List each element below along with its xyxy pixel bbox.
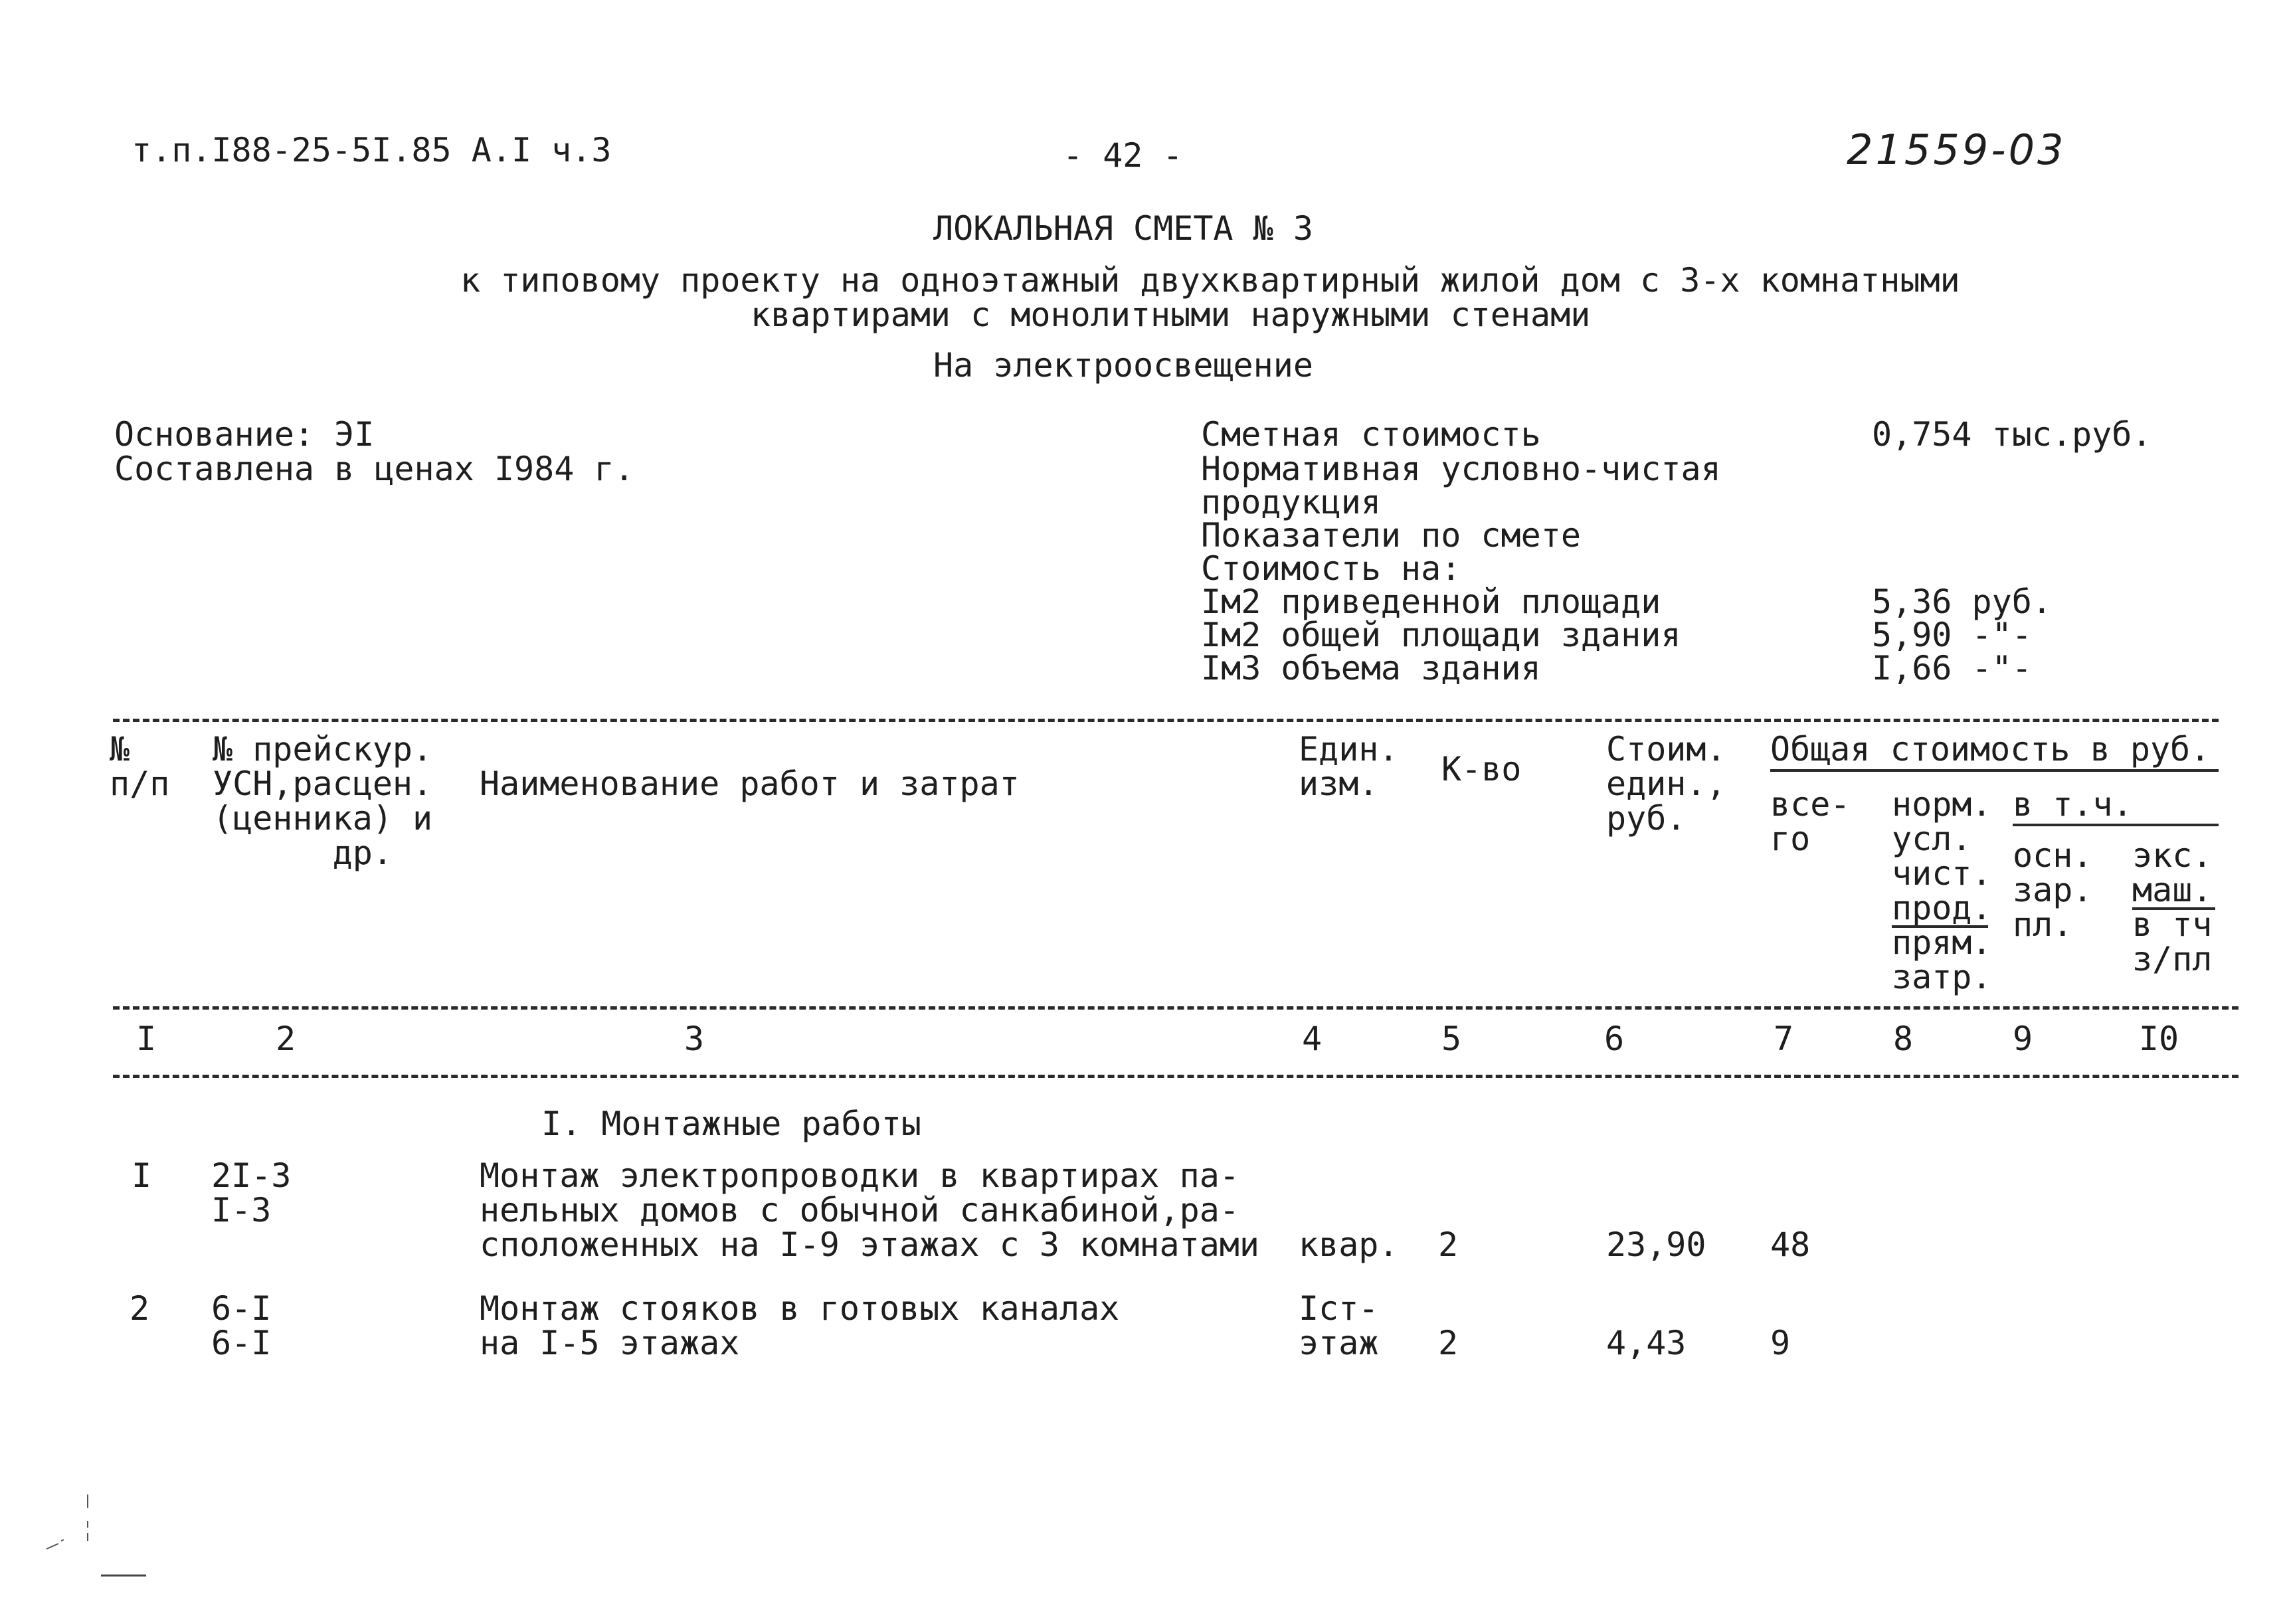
document-reference: т.п.I88-25-5I.85 А.I ч.3 bbox=[132, 131, 612, 169]
header-machine-operation: экс. маш. в тч з/пл bbox=[2132, 836, 2213, 978]
header-net-product: норм. усл. чист. прод. прям. затр. bbox=[1892, 785, 1992, 996]
estimated-cost-label: Сметная стоимость bbox=[1201, 415, 1541, 454]
column-number: 6 bbox=[1603, 1020, 1625, 1058]
indicator-label: Iм2 приведенной площади bbox=[1201, 583, 1661, 621]
subgroup-underline bbox=[2013, 824, 2219, 826]
estimate-purpose: На электроосвещение bbox=[933, 346, 1313, 385]
estimate-title: ЛОКАЛЬНАЯ СМЕТА № 3 bbox=[933, 209, 1313, 248]
row-number: I bbox=[132, 1156, 152, 1195]
header-price-code: № прейскур. УСН,расцен. (ценника) и др. bbox=[213, 730, 433, 872]
row-unit-cost: 23,90 bbox=[1606, 1225, 1706, 1264]
header-row-number: № п/п bbox=[110, 730, 170, 803]
basis-line: Основание: ЭI bbox=[114, 415, 375, 454]
header-base-wages: осн. зар. пл. bbox=[2013, 836, 2093, 944]
column-number: I bbox=[136, 1020, 157, 1058]
indicator-label: Iм3 объема здания bbox=[1201, 649, 1541, 687]
indicator-value: I,66 -"- bbox=[1872, 649, 2032, 687]
header-subgroup: в т.ч. bbox=[2013, 785, 2133, 824]
column-number: 8 bbox=[1892, 1020, 1914, 1058]
column-number: 9 bbox=[2012, 1020, 2033, 1058]
header-quantity: К-во bbox=[1441, 750, 1522, 788]
section-title: I. Монтажные работы bbox=[541, 1105, 921, 1143]
row-total: 48 bbox=[1770, 1225, 1811, 1264]
handwritten-code: 21559-03 bbox=[1847, 126, 2066, 174]
page-number: - 42 - bbox=[1063, 136, 1183, 175]
group-underline bbox=[1770, 769, 2219, 772]
column-number: I0 bbox=[2138, 1020, 2179, 1058]
net-product-underline bbox=[1892, 925, 1988, 928]
header-work-name: Наименование работ и затрат bbox=[480, 765, 1020, 803]
cost-per-label: Стоимость на: bbox=[1201, 549, 1461, 588]
header-total-cost-group: Общая стоимость в руб. bbox=[1770, 730, 2211, 768]
row-quantity: 2 bbox=[1438, 1225, 1459, 1264]
row-number: 2 bbox=[130, 1289, 150, 1328]
indicator-value: 5,36 руб. bbox=[1872, 583, 2052, 621]
column-number: 2 bbox=[275, 1020, 296, 1058]
header-total: все- го bbox=[1770, 785, 1851, 858]
indicators-label: Показатели по смете bbox=[1201, 516, 1581, 555]
project-subtitle-line2: квартирами с монолитными наружными стенами bbox=[751, 296, 1591, 334]
row-price-code: 2I-3 I-3 bbox=[211, 1156, 292, 1229]
header-unit: Един. изм. bbox=[1299, 730, 1399, 803]
row-work-name: Монтаж стояков в готовых каналах на I-5 этажах bbox=[480, 1289, 1120, 1362]
net-product-label: Нормативная условно-чистая bbox=[1201, 450, 1721, 488]
indicator-label: Iм2 общей площади здания bbox=[1201, 616, 1681, 654]
table-top-rule bbox=[113, 719, 2219, 722]
indicator-value: 5,90 -"- bbox=[1872, 616, 2032, 654]
header-unit-cost: Стоим. един., руб. bbox=[1606, 730, 1726, 838]
net-product-label-cont: продукция bbox=[1201, 483, 1381, 521]
scan-binding-marks bbox=[40, 1488, 159, 1587]
row-work-name: Монтаж электропроводки в квартирах па- нельных домов с обычной санкабиной,ра- сположенных на I-9 этажах с 3 комнатами bbox=[480, 1156, 1259, 1264]
row-quantity: 2 bbox=[1438, 1324, 1459, 1362]
row-price-code: 6-I 6-I bbox=[211, 1289, 272, 1362]
column-number: 5 bbox=[1441, 1020, 1462, 1058]
header-bottom-rule bbox=[113, 1006, 2239, 1010]
prices-line: Составлена в ценах I984 г. bbox=[114, 450, 634, 488]
column-number: 3 bbox=[684, 1020, 705, 1058]
column-numbers-rule bbox=[113, 1075, 2239, 1078]
row-unit: Iст- этаж bbox=[1299, 1289, 1379, 1362]
column-number: 4 bbox=[1301, 1020, 1323, 1058]
row-unit: квар. bbox=[1299, 1225, 1399, 1264]
row-unit-cost: 4,43 bbox=[1606, 1324, 1687, 1362]
machine-underline bbox=[2132, 907, 2215, 910]
estimated-cost-value: 0,754 тыс.руб. bbox=[1872, 415, 2152, 454]
column-number: 7 bbox=[1773, 1020, 1794, 1058]
project-subtitle-line1: к типовому проекту на одноэтажный двухквартирный жилой дом с 3-х комнатными bbox=[460, 261, 1960, 300]
row-total: 9 bbox=[1770, 1324, 1791, 1362]
